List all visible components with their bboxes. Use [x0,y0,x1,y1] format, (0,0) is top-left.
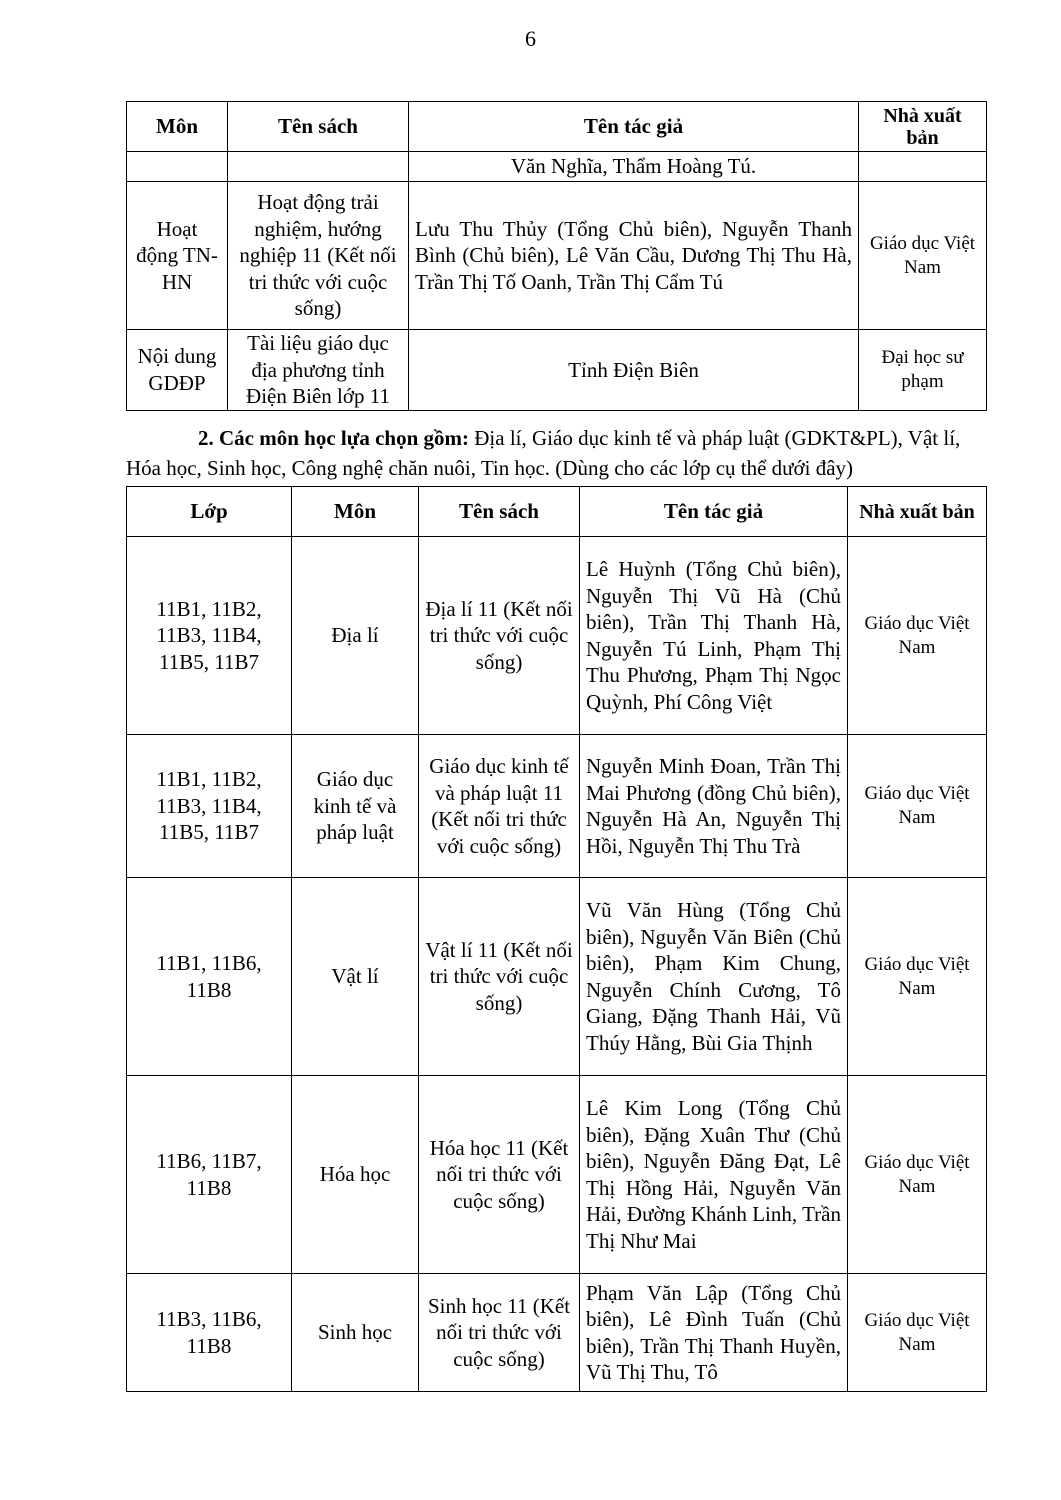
table-row [127,330,987,411]
header-ten-sach: Tên sách [419,487,580,537]
header-tac-gia: Tên tác giả [580,487,848,537]
cell-lop: 11B1, 11B2, 11B3, 11B4, 11B5, 11B7 [127,537,292,735]
cell-lop: 11B6, 11B7, 11B8 [127,1076,292,1274]
cell-tac-gia: Văn Nghĩa, Thẩm Hoàng Tú. [409,152,859,182]
table-row [127,735,987,878]
cell-mon: Giáo dục kinh tế và pháp luật [292,735,419,878]
cell-ten-sach: Tài liệu giáo dục địa phương tỉnh Điện Biên lớp 11 [228,330,409,411]
table-row [127,1274,987,1392]
cell-ten-sach: Vật lí 11 (Kết nối tri thức với cuộc sống) [419,878,580,1076]
cell-ten-sach: Hóa học 11 (Kết nối tri thức với cuộc sống) [419,1076,580,1274]
header-ten-sach: Tên sách [228,102,409,152]
header-tac-gia: Tên tác giả [409,102,859,152]
cell-nxb: Giáo dục Việt Nam [848,1076,987,1274]
cell-mon: Hoạt động TN-HN [127,182,228,330]
cell-ten-sach: Địa lí 11 (Kết nối tri thức với cuộc sống) [419,537,580,735]
cell-tac-gia: Lê Kim Long (Tổng Chủ biên), Đặng Xuân Thư (Chủ biên), Nguyễn Đăng Đạt, Lê Thị Hồng Hải, Nguyễn Văn Hải, Đường Khánh Linh, Trần Thị Như Mai [580,1076,848,1274]
cell-mon: Nội dung GDĐP [127,330,228,411]
table2-header-row [127,487,987,537]
cell-lop: 11B3, 11B6, 11B8 [127,1274,292,1392]
cell-tac-gia: Phạm Văn Lập (Tổng Chủ biên), Lê Đình Tuấn (Chủ biên), Trần Thị Thanh Huyền, Vũ Thị Thu, Tô [580,1274,848,1392]
cell-tac-gia: Tỉnh Điện Biên [409,330,859,411]
table-row [127,537,987,735]
cell-ten-sach: Hoạt động trải nghiệm, hướng nghiệp 11 (Kết nối tri thức với cuộc sống) [228,182,409,330]
section-2-paragraph [126,423,986,483]
cell-mon: Địa lí [292,537,419,735]
header-nha-xuat-ban: Nhà xuất bản [848,487,987,537]
cell-mon: Sinh học [292,1274,419,1392]
cell-tac-gia: Vũ Văn Hùng (Tổng Chủ biên), Nguyễn Văn Biên (Chủ biên), Phạm Kim Chung, Nguyễn Chính Cương, Tô Giang, Đặng Thanh Hải, Vũ Thúy Hằng, Bùi Gia Thịnh [580,878,848,1076]
header-lop: Lớp [127,487,292,537]
cell-nxb: Giáo dục Việt Nam [859,182,987,330]
cell-tac-gia: Nguyễn Minh Đoan, Trần Thị Mai Phương (đồng Chủ biên), Nguyễn Hà An, Nguyễn Thị Hồi, Nguyễn Thị Thu Trà [580,735,848,878]
cell-mon: Hóa học [292,1076,419,1274]
elective-textbook-table [126,486,987,1392]
section-2-heading: 2. Các môn học lựa chọn gồm: [198,426,470,450]
table-row [127,1076,987,1274]
textbook-table-continued [126,101,987,411]
cell-lop: 11B1, 11B6, 11B8 [127,878,292,1076]
cell-ten-sach: Giáo dục kinh tế và pháp luật 11 (Kết nối tri thức với cuộc sống) [419,735,580,878]
cell-tac-gia: Lê Huỳnh (Tổng Chủ biên), Nguyễn Thị Vũ Hà (Chủ biên), Trần Thị Thanh Hà, Nguyễn Tú Linh, Phạm Thị Thu Phương, Phạm Thị Ngọc Quỳnh, Phí Công Việt [580,537,848,735]
cell-nxb: Đại học sư phạm [859,330,987,411]
cell-mon: Vật lí [292,878,419,1076]
cell-nxb: Giáo dục Việt Nam [848,878,987,1076]
table1-header-row [127,102,987,152]
table-row [127,152,987,182]
cell-mon [127,152,228,182]
cell-tac-gia: Lưu Thu Thủy (Tổng Chủ biên), Nguyễn Thanh Bình (Chủ biên), Lê Văn Cầu, Dương Thị Thu Hà, Trần Thị Tố Oanh, Trần Thị Cẩm Tú [409,182,859,330]
cell-nxb: Giáo dục Việt Nam [848,1274,987,1392]
cell-nxb: Giáo dục Việt Nam [848,537,987,735]
cell-nxb: Giáo dục Việt Nam [848,735,987,878]
cell-ten-sach: Sinh học 11 (Kết nối tri thức với cuộc sống) [419,1274,580,1392]
cell-ten-sach [228,152,409,182]
header-mon: Môn [127,102,228,152]
cell-lop: 11B1, 11B2, 11B3, 11B4, 11B5, 11B7 [127,735,292,878]
header-mon: Môn [292,487,419,537]
header-nha-xuat-ban: Nhà xuất bản [859,102,987,152]
cell-nxb [859,152,987,182]
section-2-text: Địa lí, Giáo dục kinh tế và pháp luật (GDKT&PL), Vật lí, Hóa học, Sinh học, Công nghệ chăn nuôi, Tin học. (Dùng cho các lớp cụ thể dưới đây) [126,426,961,480]
page-number: 6 [525,26,536,51]
table-row [127,878,987,1076]
table-row [127,182,987,330]
